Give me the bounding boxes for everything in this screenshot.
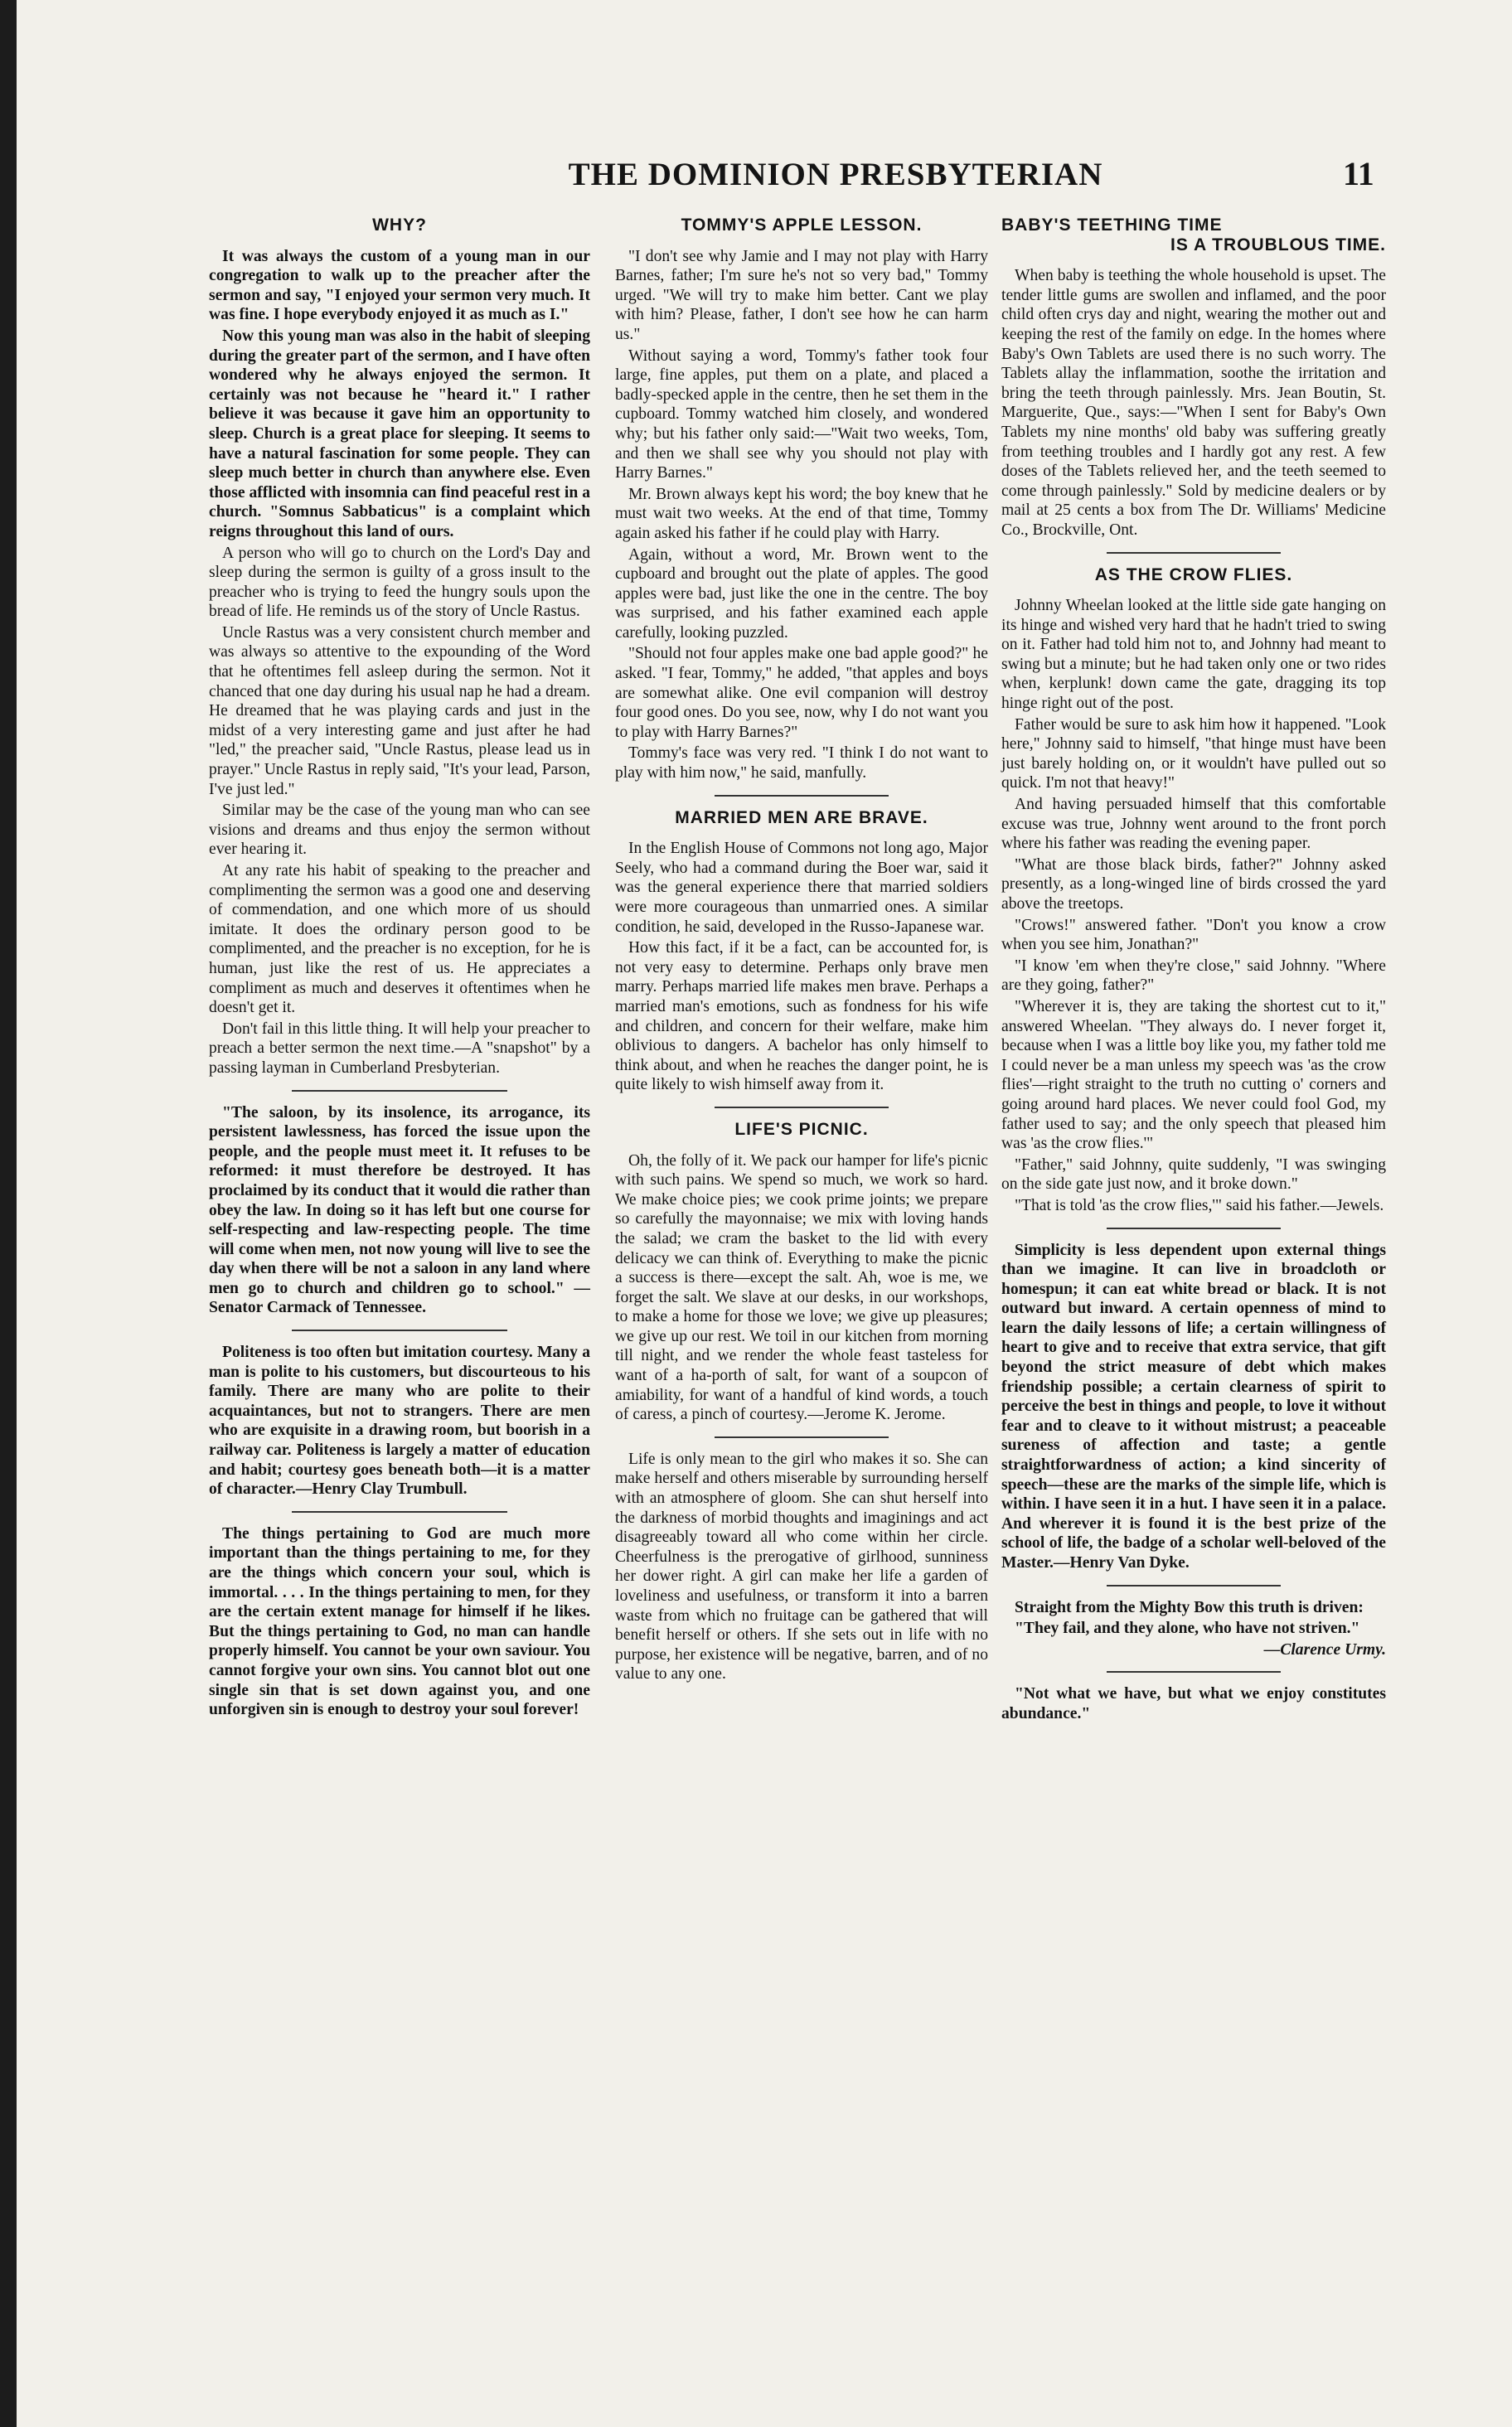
paragraph: Mr. Brown always kept his word; the boy knew that he must wait two weeks. At the end of that time, Tommy again asked his father if he could play with Harry. [615,485,988,542]
paragraph: Don't fail in this little thing. It will help your preacher to preach a better sermon the next time.—A "snapshot" by a passing layman in Cumberland Presbyterian. [209,1020,590,1077]
divider [292,1330,507,1331]
page-number: 11 [1343,155,1374,192]
paragraph: "What are those black birds, father?" Johnny asked presently, as a long-winged line of birds crossed the yard above the treetops. [1001,855,1386,913]
article-title-picnic: LIFE'S PICNIC. [734,1119,869,1139]
paragraph: Similar may be the case of the young man who can see visions and dreams and thus enjoy the sermon without ever hearing it. [209,802,590,859]
scan-edge [0,0,17,2427]
paragraph: Simplicity is less dependent upon external things than we imagine. It can live in broadcloth or homespun; it can eat white bread or black. It is not outward but inward. A certain openness of mind to learn the daily lessons of life; a certain willingness of heart to give and to receive that extra service, that gift beyond the strict measure of debt which makes friendship possible; a certain clearness of spirit to perceive the best in things and people, to love it without fear and to cleave to it without mistrust; a peaceable sureness of affection and taste; a gentle straightforwardness of action; a kind sincerity of speech—these are the marks of the simple life, which is within. I have seen it in a hut. I have seen it in a palace. And wherever it is found it is the best prize of the school of life, the badge of a scholar well-beloved of the Master.—Henry Van Dyke. [1001,1241,1386,1572]
divider [715,1436,889,1438]
paragraph: "Wherever it is, they are taking the shortest cut to it," answered Wheelan. "They always do. I never forget it, because when I was a little boy like you, my father told me I could never be a man unless my speech was 'as the crow flies'—right straight to the truth no cutting o' corners and going around hard places. We never could fool God, my father used to say; and the only speech that pleased him was 'as the crow flies.'" [1001,997,1386,1153]
paragraph: Uncle Rastus was a very consistent church member and was always so attentive to the expounding of the Word that he oftentimes fell asleep during the sermon. Not it chanced that one day during his usual nap he had a dream. He dreamed that he was playing cards and just in the midst of a very interesting game and just after he had "led," the preacher said, "Uncle Rastus, please lead us in prayer." Uncle Rastus in reply said, "It's your lead, Parson, I've just led." [209,623,590,798]
article-title-why: WHY? [372,216,427,235]
masthead: THE DOMINION PRESBYTERIAN [568,157,1103,192]
enjoy-quote: "Not what we have, but what we enjoy constitutes abundance." [1001,1685,1386,1722]
article-title-crow: AS THE CROW FLIES. [1094,564,1293,584]
paragraph: Life is only mean to the girl who makes it so. She can make herself and others miserable by surrounding herself with an atmosphere of gloom. She can shut herself into the darkness of morbid thoughts and imaginings and act disagreeably toward all who come within her circle. Cheerfulness is the prerogative of girlhood, sunniness her dower right. A girl can make her life a garden of loveliness and usefulness, or transform it into a barren waste from which no fruitage can be gathered that will benefit herself or others. If she sets out in life with no purpose, her existence will be negative, barren, and of no value to any one. [615,1450,988,1683]
paragraph: Johnny Wheelan looked at the little side gate hanging on its hinge and wished very hard that he hadn't tried to swing on it. Father had told him not to, and Johnny had meant to swing but a minute; but he had taken only one or two rides when, kerplunk! down came the gate, dragging its top hinge right out of the post. [1001,597,1386,713]
divider [715,795,889,797]
divider [292,1090,507,1092]
paragraph: "Father," said Johnny, quite suddenly, "I was swinging on the side gate just now, and it broke down." [1001,1155,1386,1194]
divider [1107,552,1281,554]
bow-quote: "They fail, and they alone, who have not striven." [1015,1620,1360,1638]
things-quote: The things pertaining to God are much more important than the things pertaining to me, for they are the things which concern your soul, which is immortal. . . . In the things pertaining to men, for they are the certain extent manage for himself if he likes. But the things pertaining to God, no man can handle properly himself. You cannot be your own saviour. You cannot forgive your own sins. You cannot blot out one single sin that is set down against you, and one unforgiven sin is enough to destroy your soul forever! [209,1524,590,1719]
paragraph: Now this young man was also in the habit of sleeping during the greater part of the sermon, and I have often wondered why he always enjoyed the sermon. It certainly was not because he "heard it." I rather believe it was because it gave him an opportunity to sleep. Church is a great place for sleeping. It seems to have a natural fascination for some people. They can sleep much better in church than anywhere else. Even those afflicted with insomnia can find peaceful rest in a church. "Somnus Sabbaticus" is a complaint which reigns throughout this land of ours. [209,327,590,540]
paragraph: Tommy's face was very red. "I think I do not want to play with him now," he said, manfully. [615,744,988,782]
politeness-quote: Politeness is too often but imitation courtesy. Many a man is polite to his customers, but discourteous to his family. There are many who are polite to their acquaintances, but not to strangers. There are men who are exquisite in a drawing room, but boorish in a railway car. Politeness is largely a matter of education and habit; courtesy goes beneath both—it is a matter of character.—Henry Clay Trumbull. [209,1344,590,1499]
paragraph: "I know 'em when they're close," said Johnny. "Where are they going, father?" [1001,957,1386,995]
column-left [209,211,590,1722]
paragraph: Without saying a word, Tommy's father took four large, fine apples, put them on a plate, and placed a badly-specked apple in the centre, then he set them in the cupboard. Tommy watched him closely, and wondered why; but his father only said:—"Wait two weeks, Tom, and then we shall see why you should not play with Harry Barnes." [615,346,988,482]
paragraph: "Crows!" answered father. "Don't you know a crow when you see him, Jonathan?" [1001,916,1386,954]
paragraph: "Should not four apples make one bad apple good?" he asked. "I fear, Tommy," he added, "that apples and boys are somewhat alike. One evil companion will destroy four good ones. Do you see, now, why I do not want you to play with Harry Barnes?" [615,645,988,741]
paragraph: When baby is teething the whole household is upset. The tender little gums are swollen and inflamed, and the poor child often crys day and night, wearing the mother out and keeping the rest of the family on edge. In the homes where Baby's Own Tablets are used there is no such worry. The Tablets allay the inflammation, soothe the irritation and bring the teeth through painlessly. Mrs. Jean Boutin, St. Marguerite, Que., says:—"When I sent for Baby's Own Tablets my nine months' old baby was suffering greatly from teething troubles and I hardly got any rest. A few doses of the Tablets relieved her, and the teeth seemed to come through painlessly." Sold by medicine dealers or by mail at 25 cents a box from The Dr. Williams' Medicine Co., Brockville, Ont. [1001,267,1386,539]
paragraph: How this fact, if it be a fact, can be accounted for, is not very easy to determine. Perhaps only brave men marry. Perhaps married life makes men brave. Perhaps a married man's emotions, such as fondness for his wife and children, and concern for their welfare, make him oblivious to dangers. A bachelor has only himself to think about, and when he reaches the danger point, he is quite likely to wish himself away from it. [615,939,988,1094]
divider [1107,1671,1281,1673]
paragraph: At any rate his habit of speaking to the preacher and complimenting the sermon was a good one and deserving of commendation, and one which more of us should imitate. It does the ordinary person good to be complimented, and the preacher is no exception, for he is human, just like the rest of us. He appreciates a compliment as much and deserves it oftentimes when he doesn't get it. [209,862,590,1017]
paragraph: Father would be sure to ask him how it happened. "Look here," Johnny said to himself, "that hinge must have been just barely holding on, or it wouldn't have pulled out so quick. I'm not that heavy!" [1001,715,1386,792]
article-title-married: MARRIED MEN ARE BRAVE. [675,807,928,827]
divider [1107,1228,1281,1229]
column-middle [615,211,988,1686]
paragraph: It was always the custom of a young man in our congregation to walk up to the preacher after the sermon and say, "I enjoyed your sermon very much. It was fine. I hope everybody enjoyed it as much as I." [209,247,590,324]
article-title-baby-2: IS A TROUBLOUS TIME. [1170,235,1386,254]
bow-author: —Clarence Urmy. [1263,1640,1386,1659]
article-title-tommy: TOMMY'S APPLE LESSON. [681,216,923,235]
paragraph: "I don't see why Jamie and I may not play with Harry Barnes, father; I'm sure he's not so very bad," Tommy urged. "We will try to make him better. Cant we play with him? Please, father, I don't see how he can harm us." [615,247,988,343]
divider [292,1511,507,1513]
paragraph: And having persuaded himself that this comfortable excuse was true, Johnny went around to the front porch where his father was reading the evening paper. [1001,796,1386,853]
saloon-quote: "The saloon, by its insolence, its arrogance, its persistent lawlessness, has forced the issue upon the people, and the people must meet it. It refuses to be reformed: it must therefore be destroyed. It has proclaimed by its conduct that it would die rather than obey the law. In doing so it has left but one course for self-respecting and law-respecting people. The time will come when men, not now young will live to see the day when there will be not a saloon in any land where men go to church and children go to school." — Senator Carmack of Tennessee. [209,1103,590,1317]
bow-intro: Straight from the Mighty Bow this truth is driven: [1015,1598,1364,1616]
column-right [1001,211,1386,1726]
paragraph: Oh, the folly of it. We pack our hamper for life's picnic with such pains. We spend so much, we work so hard. We make choice pies; we cook prime joints; we prepare so carefully the mayonnaise; we mix with loving hands the salad; we cram the basket to the lid with every delicacy we can think of. Everything to make the picnic a success is there—except the salt. Ah, woe is me, we forget the salt. We slave at our desks, in our workshops, to make a home for those we love; we give up pleasures; we give up our rest. We toil in our kitchen from morning till night, and we render the whole feast tasteless for want of a ha-porth of salt, for want of a soupcon of amiability, for want of a handful of kind words, a touch of caress, a pinch of courtesy.—Jerome K. Jerome. [615,1151,988,1424]
paragraph: In the English House of Commons not long ago, Major Seely, who had a command during the Boer war, said it was the general experience there that married soldiers were more courageous than unmarried ones. A similar condition, he said, developed in the Russo-Japanese war. [615,840,988,936]
paragraph: A person who will go to church on the Lord's Day and sleep during the sermon is guilty of a gross insult to the preacher who is trying to feed the hungry souls upon the bread of life. He reminds us of the story of Uncle Rastus. [209,544,590,621]
paragraph: "That is told 'as the crow flies,'" said his father.—Jewels. [1015,1196,1384,1214]
paragraph: Again, without a word, Mr. Brown went to the cupboard and brought out the plate of apples. The good apples were bad, just like the one in the centre. The boy was surprised, and his father examined each apple carefully, looking puzzled. [615,545,988,642]
article-title-baby-1: BABY'S TEETHING TIME [1001,216,1223,235]
divider [715,1107,889,1108]
divider [1107,1585,1281,1587]
